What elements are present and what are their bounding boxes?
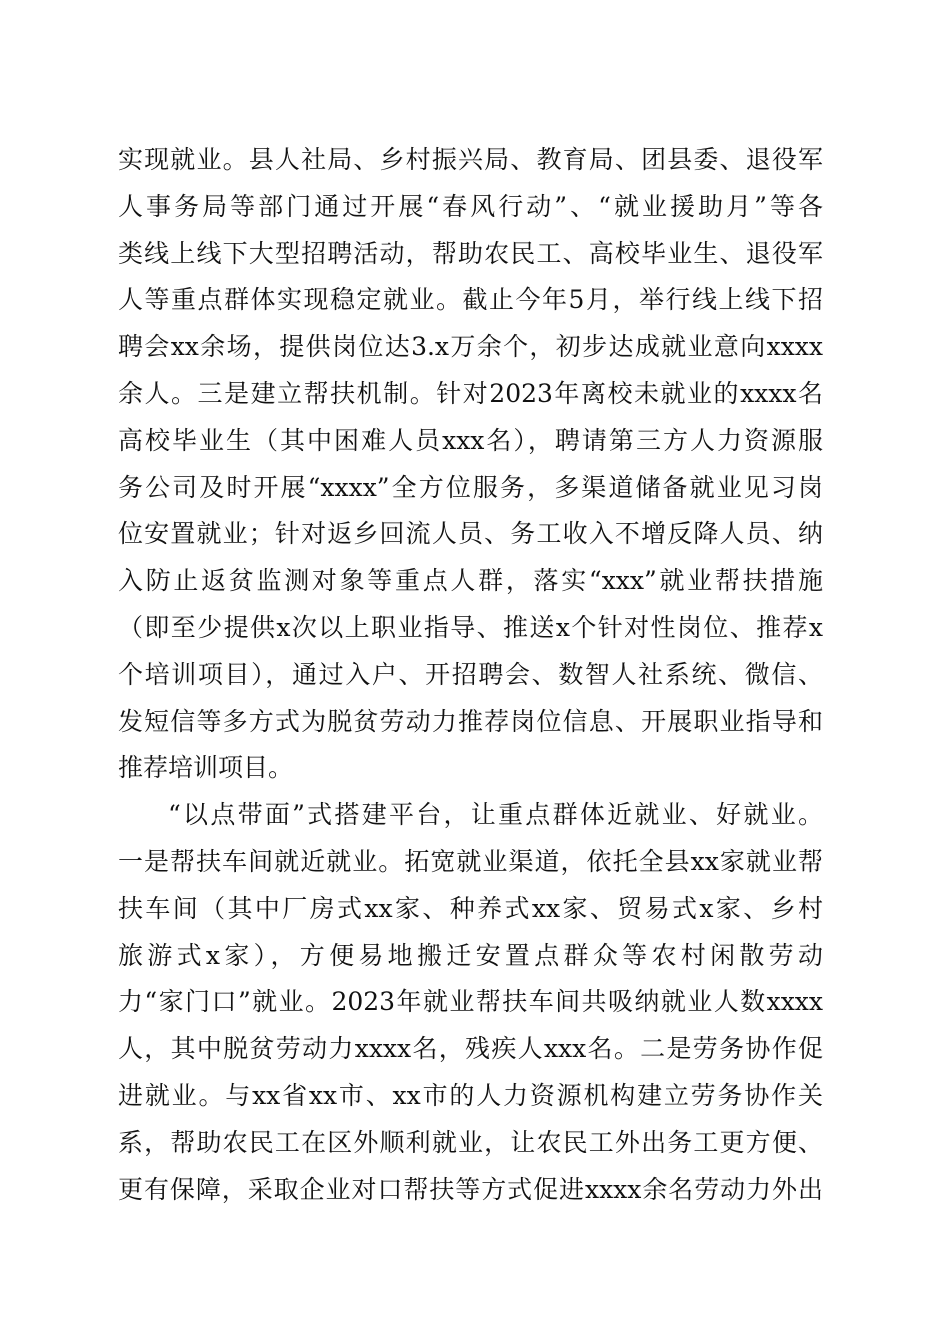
text-line: （即至少提供x次以上职业指导、推送x个针对性岗位、推荐x (118, 612, 823, 642)
text-line: 力“家门口”就业。2023年就业帮扶车间共吸纳就业人数xxxx (118, 987, 823, 1017)
text-line: 聘会xx余场，提供岗位达3.x万余个，初步达成就业意向xxxx (118, 332, 823, 362)
text-line: 人等重点群体实现稳定就业。截止今年5月，举行线上线下招 (118, 285, 823, 315)
text-line: 进就业。与xx省xx市、xx市的人力资源机构建立劳务协作关 (118, 1080, 823, 1110)
text-line: “以点带面”式搭建平台，让重点群体近就业、好就业。 (168, 800, 823, 830)
text-line: 类线上线下大型招聘活动，帮助农民工、高校毕业生、退役军 (118, 238, 823, 268)
text-line: 更有保障，采取企业对口帮扶等方式促进xxxx余名劳动力外出 (118, 1174, 823, 1204)
text-line: 一是帮扶车间就近就业。拓宽就业渠道，依托全县xx家就业帮 (118, 846, 823, 876)
text-line: 余人。三是建立帮扶机制。针对2023年离校未就业的xxxx名 (118, 378, 823, 408)
paragraph-2 (118, 792, 823, 1213)
text-line: 发短信等多方式为脱贫劳动力推荐岗位信息、开展职业指导和 (118, 706, 823, 736)
text-line: 扶车间（其中厂房式xx家、种养式xx家、贸易式x家、乡村 (118, 893, 823, 923)
text-line: 旅游式x家），方便易地搬迁安置点群众等农村闲散劳动 (118, 940, 823, 970)
text-line: 推荐培训项目。 (118, 753, 294, 783)
text-line: 系，帮助农民工在区外顺利就业，让农民工外出务工更方便、 (118, 1127, 823, 1157)
text-line: 实现就业。县人社局、乡村振兴局、教育局、团县委、退役军 (118, 145, 823, 174)
text-line: 务公司及时开展“xxxx”全方位服务，多渠道储备就业见习岗 (118, 472, 823, 502)
paragraph-1 (118, 137, 823, 792)
text-line: 位安置就业；针对返乡回流人员、务工收入不增反降人员、纳 (118, 519, 823, 549)
document-page (118, 137, 823, 1213)
text-line: 入防止返贫监测对象等重点人群，落实“xxx”就业帮扶措施 (118, 566, 823, 596)
text-line: 人事务局等部门通过开展“春风行动”、“就业援助月”等各 (118, 191, 823, 221)
text-line: 人，其中脱贫劳动力xxxx名，残疾人xxx名。二是劳务协作促 (118, 1034, 823, 1064)
text-line: 高校毕业生（其中困难人员xxx名），聘请第三方人力资源服 (118, 425, 823, 455)
text-line: 个培训项目），通过入户、开招聘会、数智人社系统、微信、 (118, 659, 823, 689)
